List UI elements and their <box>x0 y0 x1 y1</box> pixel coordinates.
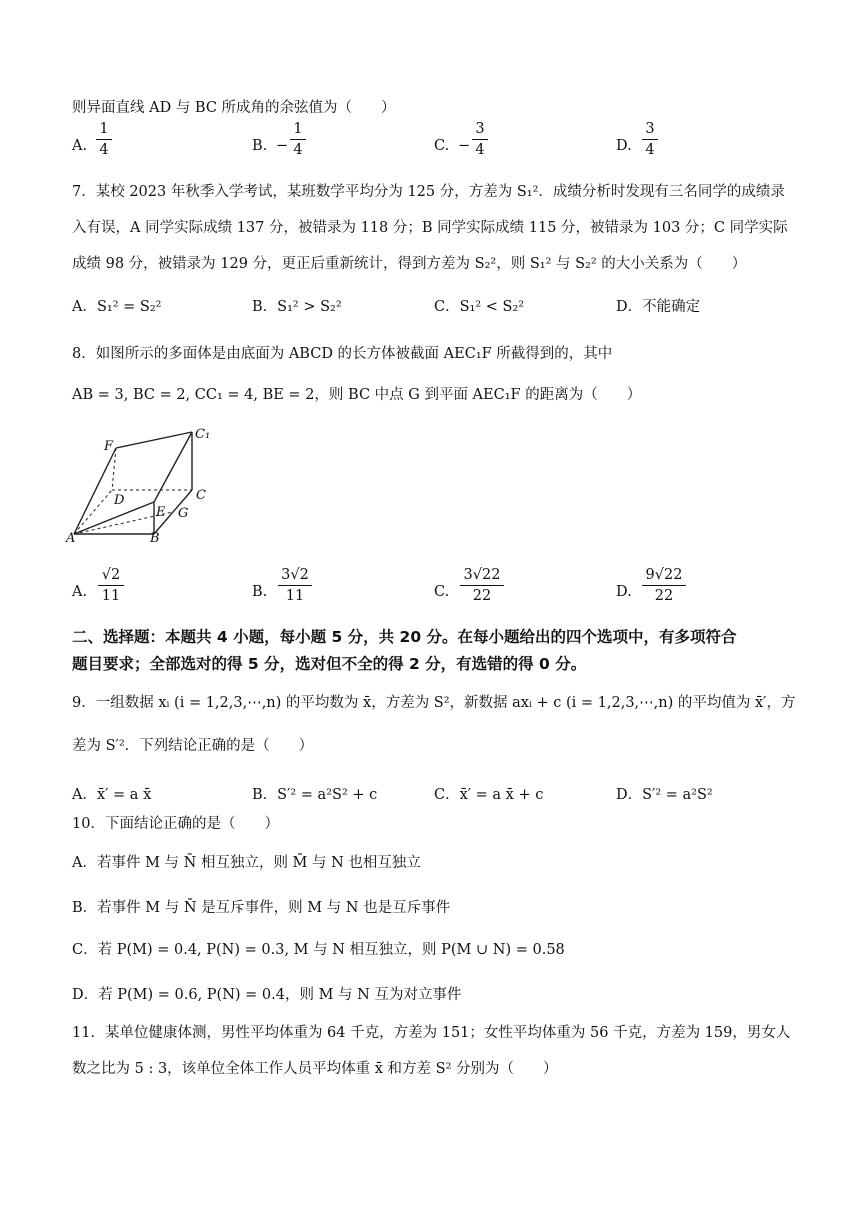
q11-stem-line-2: 数之比为 5 : 3，该单位全体工作人员平均体重 x̄ 和方差 S² 分别为（ ） <box>72 1061 558 1077</box>
q7-option-b[interactable]: B．S₁² > S₂² <box>252 299 342 315</box>
q6-a-denominator: 4 <box>99 142 109 158</box>
q6-option-c-letter: C. <box>434 138 450 154</box>
q7-option-d[interactable]: D．不能确定 <box>616 299 701 315</box>
figure-label-a: A <box>66 531 76 544</box>
q10-option-a[interactable]: A．若事件 M 与 N̄ 相互独立，则 M̄ 与 N 也相互独立 <box>72 855 421 871</box>
q8-a-denominator: 11 <box>101 588 121 604</box>
q6-option-b-letter: B. <box>252 138 268 154</box>
q9-stem-line-2: 差为 S′²．下列结论正确的是（ ） <box>72 738 314 754</box>
q10-option-c[interactable]: C．若 P(M) = 0.4, P(N) = 0.3, M 与 N 相互独立，则 P(M ∪ N) = 0.58 <box>72 942 565 958</box>
figure-label-f: F <box>104 439 114 454</box>
q8-d-denominator: 22 <box>654 588 674 604</box>
q6-c-numerator: 3 <box>475 121 485 137</box>
q7-stem-line-2: 入有误，A 同学实际成绩 137 分，被错录为 118 分；B 同学实际成绩 115 分，被错录为 103 分；C 同学实际 <box>72 220 788 236</box>
q11-stem-line-1: 11．某单位健康体测，男性平均体重为 64 千克，方差为 151；女性平均体重为 56 千克，方差为 159，男女人 <box>72 1025 791 1041</box>
polyhedron-figure <box>64 424 214 544</box>
q6-b-denominator: 4 <box>293 142 303 158</box>
q8-option-a-fraction <box>98 566 124 605</box>
q6-d-denominator: 4 <box>645 142 655 158</box>
q8-option-d-letter: D. <box>616 584 632 600</box>
q8-a-numerator: √2 <box>101 567 121 583</box>
q7-option-a[interactable]: A．S₁² = S₂² <box>72 299 162 315</box>
q8-option-d-fraction <box>642 566 686 605</box>
figure-label-d: D <box>114 493 125 508</box>
q8-d-numerator: 9√22 <box>645 567 683 583</box>
figure-label-g: G <box>178 506 189 521</box>
q6-option-c-fraction <box>472 120 488 159</box>
q8-option-c-letter: C. <box>434 584 450 600</box>
figure-label-c1: C₁ <box>195 427 211 442</box>
q10-option-d[interactable]: D．若 P(M) = 0.6, P(N) = 0.4，则 M 与 N 互为对立事件 <box>72 987 462 1003</box>
q8-b-numerator: 3√2 <box>281 567 309 583</box>
q9-stem-line-1: 9．一组数据 xᵢ (i = 1,2,3,⋯,n) 的平均数为 x̄，方差为 S²，新数据 axᵢ + c (i = 1,2,3,⋯,n) 的平均值为 x̄′，方 <box>72 695 796 711</box>
q8-stem-line-1: 8．如图所示的多面体是由底面为 ABCD 的长方体被截面 AEC₁F 所截得到的，其中 <box>72 346 613 362</box>
q6-d-numerator: 3 <box>645 121 655 137</box>
q6-b-numerator: 1 <box>293 121 303 137</box>
q9-option-c[interactable]: C．x̄′ = a x̄ + c <box>434 787 544 803</box>
q6-option-d-letter: D. <box>616 138 632 154</box>
q6-a-numerator: 1 <box>99 121 109 137</box>
q8-stem-line-2: AB = 3, BC = 2, CC₁ = 4, BE = 2，则 BC 中点 G 到平面 AEC₁F 的距离为（ ） <box>72 387 642 403</box>
q7-stem-line-1: 7．某校 2023 年秋季入学考试，某班数学平均分为 125 分，方差为 S₁²．成绩分析时发现有三名同学的成绩录 <box>72 184 785 200</box>
q6-option-a-letter: A. <box>72 138 88 154</box>
q8-b-denominator: 11 <box>285 588 305 604</box>
q9-option-a[interactable]: A．x̄′ = a x̄ <box>72 787 152 803</box>
q6-option-b-fraction <box>290 120 306 159</box>
q8-c-numerator: 3√22 <box>463 567 501 583</box>
q8-c-denominator: 22 <box>472 588 492 604</box>
q9-option-b[interactable]: B．S′² = a²S² + c <box>252 787 378 803</box>
q6-c-denominator: 4 <box>475 142 485 158</box>
q8-option-a-letter: A. <box>72 584 88 600</box>
q9-option-d[interactable]: D．S′² = a²S² <box>616 787 713 803</box>
q7-option-c[interactable]: C．S₁² < S₂² <box>434 299 525 315</box>
q8-option-b-letter: B. <box>252 584 268 600</box>
figure-label-c: C <box>196 488 206 503</box>
q6-option-d-fraction <box>642 120 658 159</box>
q6-option-a-fraction <box>96 120 112 159</box>
section-2-heading-line-2: 题目要求；全部选对的得 5 分，选对但不全的得 2 分，有选错的得 0 分。 <box>72 655 587 673</box>
q10-stem: 10．下面结论正确的是（ ） <box>72 816 279 832</box>
q6-option-b-sign: − <box>276 138 289 154</box>
figure-label-b: B <box>150 531 160 544</box>
q6-stem-tail: 则异面直线 AD 与 BC 所成角的余弦值为（ ） <box>72 100 396 116</box>
q10-option-b[interactable]: B．若事件 M 与 N̄ 是互斥事件，则 M 与 N 也是互斥事件 <box>72 900 451 916</box>
q6-option-c-sign: − <box>458 138 471 154</box>
q8-option-b-fraction <box>278 566 312 605</box>
q8-option-c-fraction <box>460 566 504 605</box>
q7-stem-line-3: 成绩 98 分，被错录为 129 分，更正后重新统计，得到方差为 S₂²，则 S₁² 与 S₂² 的大小关系为（ ） <box>72 256 747 272</box>
figure-label-e: E <box>156 505 166 520</box>
section-2-heading-line-1: 二、选择题：本题共 4 小题，每小题 5 分，共 20 分。在每小题给出的四个选项中，有多项符合 <box>72 628 737 646</box>
